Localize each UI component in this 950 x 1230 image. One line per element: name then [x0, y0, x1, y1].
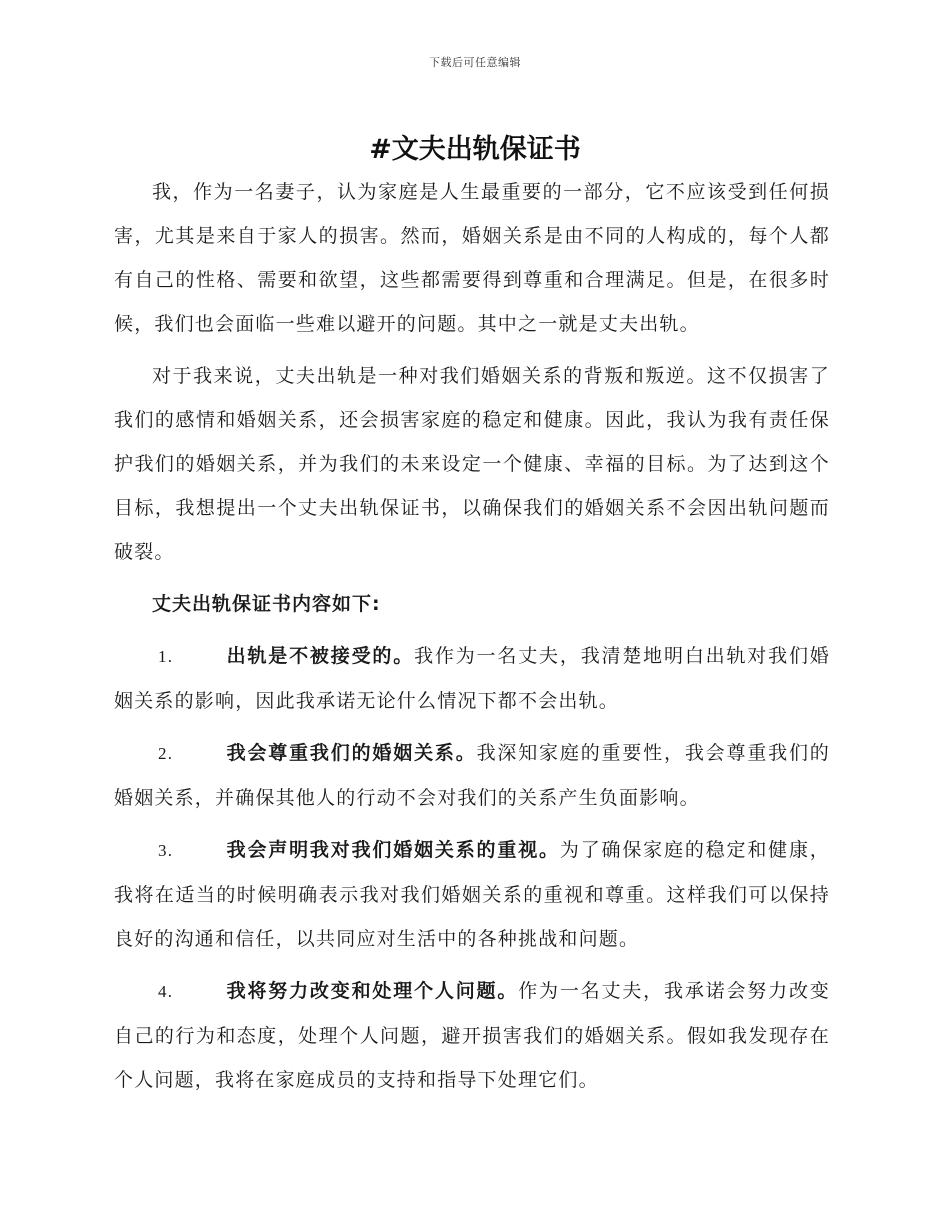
section-heading: 丈夫出轨保证书内容如下: [152, 593, 381, 615]
list-item-number: 4. [158, 982, 174, 1001]
list-item [114, 969, 830, 1102]
document-title: #文夫出轨保证书 [369, 134, 581, 165]
document-body [114, 170, 830, 1102]
list-item [114, 828, 830, 961]
list-item-heading: 我会声明我对我们婚姻关系的重视。 [226, 839, 560, 861]
header-note: 下载后可任意编辑 [429, 56, 521, 69]
list-item-number: 2. [158, 744, 174, 763]
list-item-number: 3. [158, 841, 174, 860]
list-item-heading: 我会尊重我们的婚姻关系。 [226, 742, 477, 764]
list-item-text: 我深知家庭的重要性，我会尊重我们的婚姻关系，并确保其他人的行动不会对我们的关系产生负面影响。 [114, 742, 830, 809]
list-item-heading: 出轨是不被接受的。 [226, 645, 415, 667]
intro-paragraph: 我，作为一名妻子，认为家庭是人生最重要的一部分，它不应该受到任何损害，尤其是来自于家人的损害。然而，婚姻关系是由不同的人构成的，每个人都有自己的性格、需要和欲望，这些都需要得到尊重和合理满足。但是，在很多时候，我们也会面临一些难以避开的问题。其中之一就是丈夫出轨。 [114, 181, 830, 335]
list-item-number: 1. [158, 647, 174, 666]
list-item-heading: 我将努力改变和处理个人问题。 [226, 980, 519, 1002]
list-item-text: 我作为一名丈夫，我清楚地明白出轨对我们婚姻关系的影响，因此我承诺无论什么情况下都不会出轨。 [114, 645, 830, 712]
list-item-text: 为了确保家庭的稳定和健康，我将在适当的时候明确表示我对我们婚姻关系的重视和尊重。这样我们可以保持良好的沟通和信任，以共同应对生活中的各种挑战和问题。 [114, 839, 831, 950]
list-item-text: 作为一名丈夫，我承诺会努力改变自己的行为和态度，处理个人问题，避开损害我们的婚姻关系。假如我发现存在个人问题，我将在家庭成员的支持和指导下处理它们。 [114, 980, 830, 1091]
list-item [114, 731, 830, 820]
reason-paragraph: 对于我来说，丈夫出轨是一种对我们婚姻关系的背叛和叛逆。这不仅损害了我们的感情和婚姻关系，还会损害家庭的稳定和健康。因此，我认为我有责任保护我们的婚姻关系，并为我们的未来设定一个健康、幸福的目标。为了达到这个目标，我想提出一个丈夫出轨保证书，以确保我们的婚姻关系不会因出轨问题而破裂。 [114, 365, 830, 563]
list-item [114, 634, 830, 723]
